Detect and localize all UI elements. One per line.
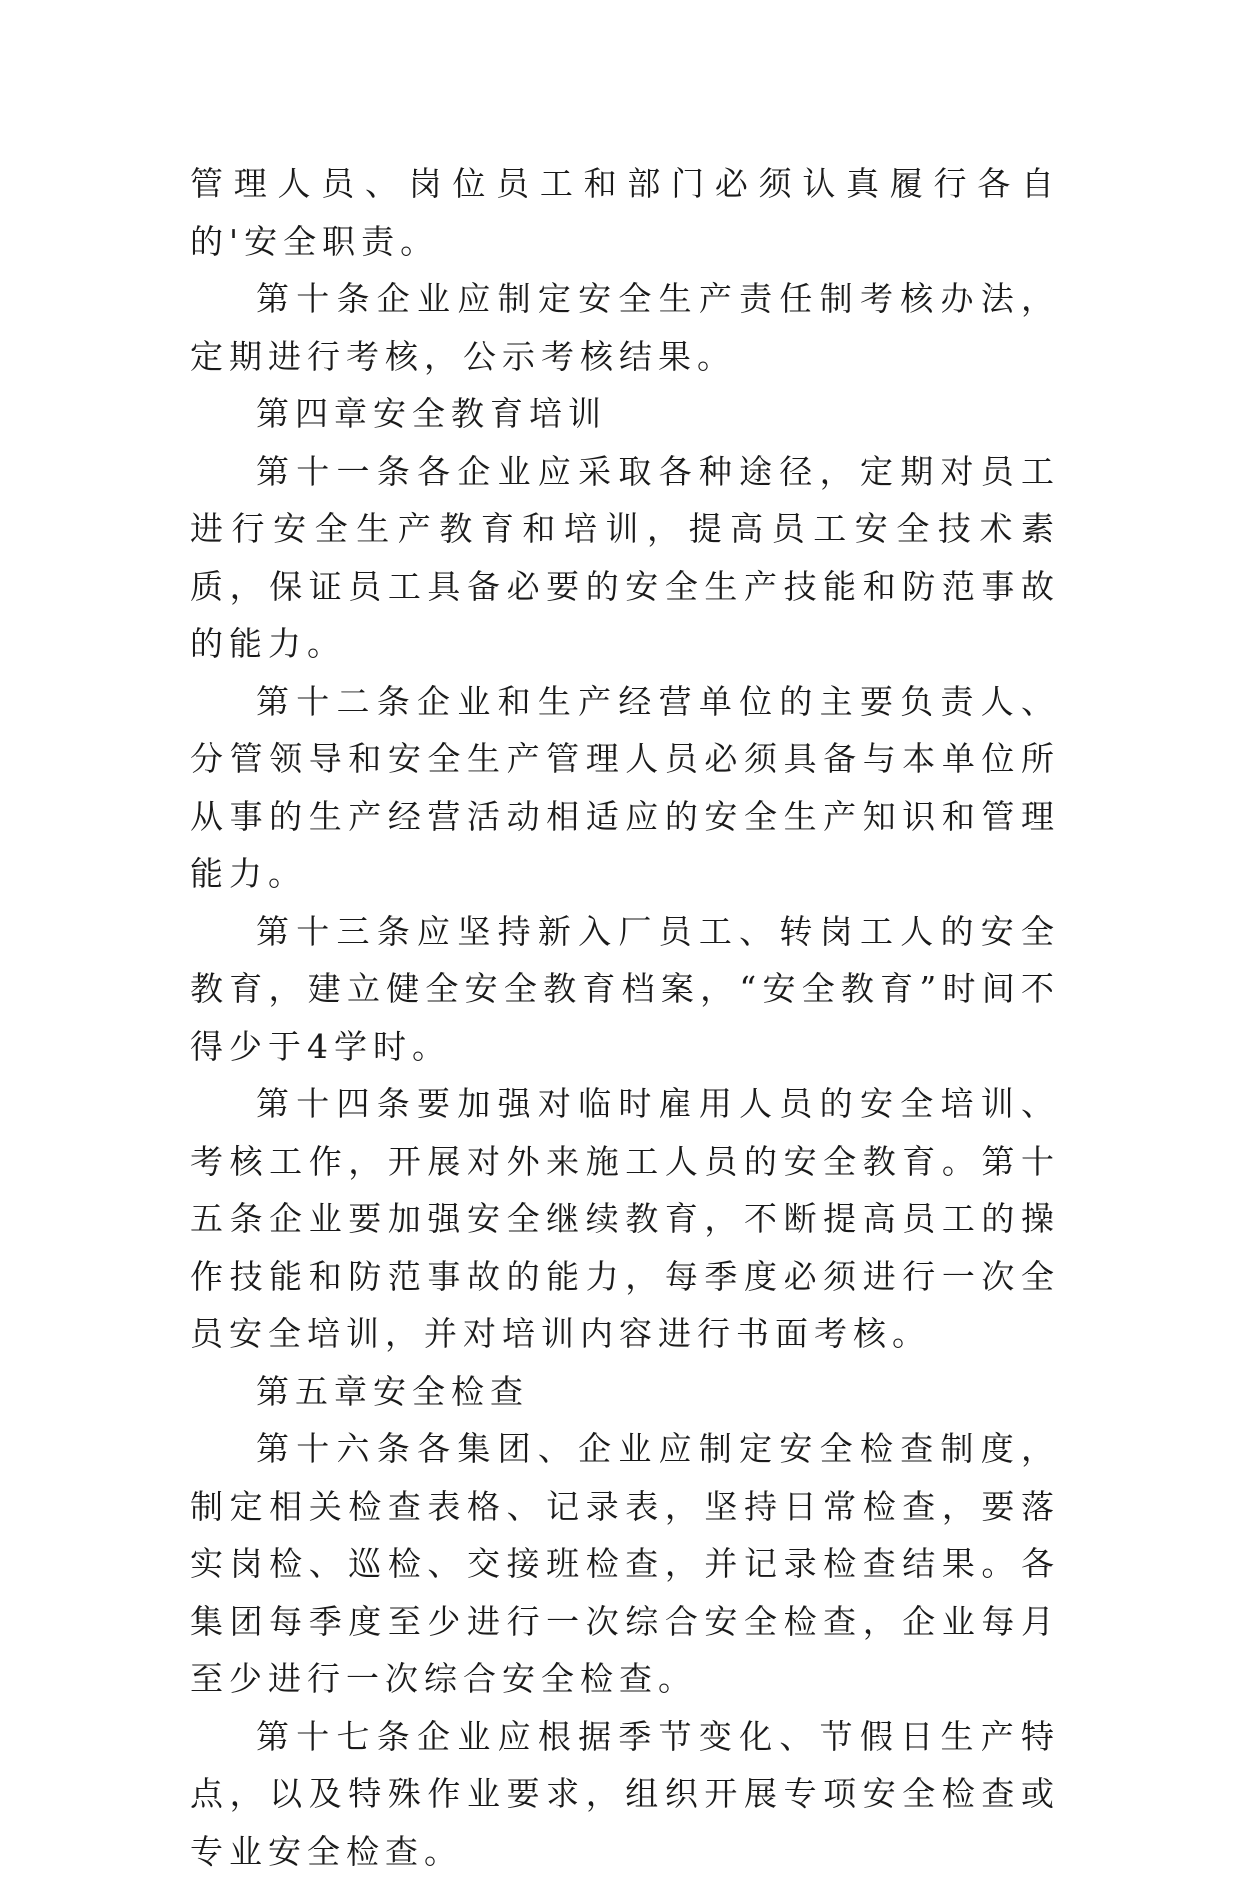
document-body (190, 155, 1060, 1880)
chapter-5-heading: 第五章安全检查 (190, 1363, 1060, 1421)
article-17: 第十七条企业应根据季节变化、节假日生产特点，以及特殊作业要求，组织开展专项安全检查或专业安全检查。 (190, 1708, 1060, 1880)
article-11: 第十一条各企业应采取各种途径，定期对员工进行安全生产教育和培训，提高员工安全技术素质，保证员工具备必要的安全生产技能和防范事故的能力。 (190, 443, 1060, 673)
article-12: 第十二条企业和生产经营单位的主要负责人、分管领导和安全生产管理人员必须具备与本单位所从事的生产经营活动相适应的安全生产知识和管理能力。 (190, 673, 1060, 903)
paragraph-continuation: 管理人员、岗位员工和部门必须认真履行各自的'安全职责。 (190, 155, 1060, 270)
chapter-4-heading: 第四章安全教育培训 (190, 385, 1060, 443)
article-16: 第十六条各集团、企业应制定安全检查制度，制定相关检查表格、记录表，坚持日常检查，要落实岗检、巡检、交接班检查，并记录检查结果。各集团每季度至少进行一次综合安全检查，企业每月至少进行一次综合安全检查。 (190, 1420, 1060, 1708)
article-14-15: 第十四条要加强对临时雇用人员的安全培训、考核工作，开展对外来施工人员的安全教育。第十五条企业要加强安全继续教育，不断提高员工的操作技能和防范事故的能力，每季度必须进行一次全员安全培训，并对培训内容进行书面考核。 (190, 1075, 1060, 1363)
article-10: 第十条企业应制定安全生产责任制考核办法，定期进行考核，公示考核结果。 (190, 270, 1060, 385)
article-13: 第十三条应坚持新入厂员工、转岗工人的安全教育，建立健全安全教育档案，“安全教育”时间不得少于4学时。 (190, 903, 1060, 1076)
